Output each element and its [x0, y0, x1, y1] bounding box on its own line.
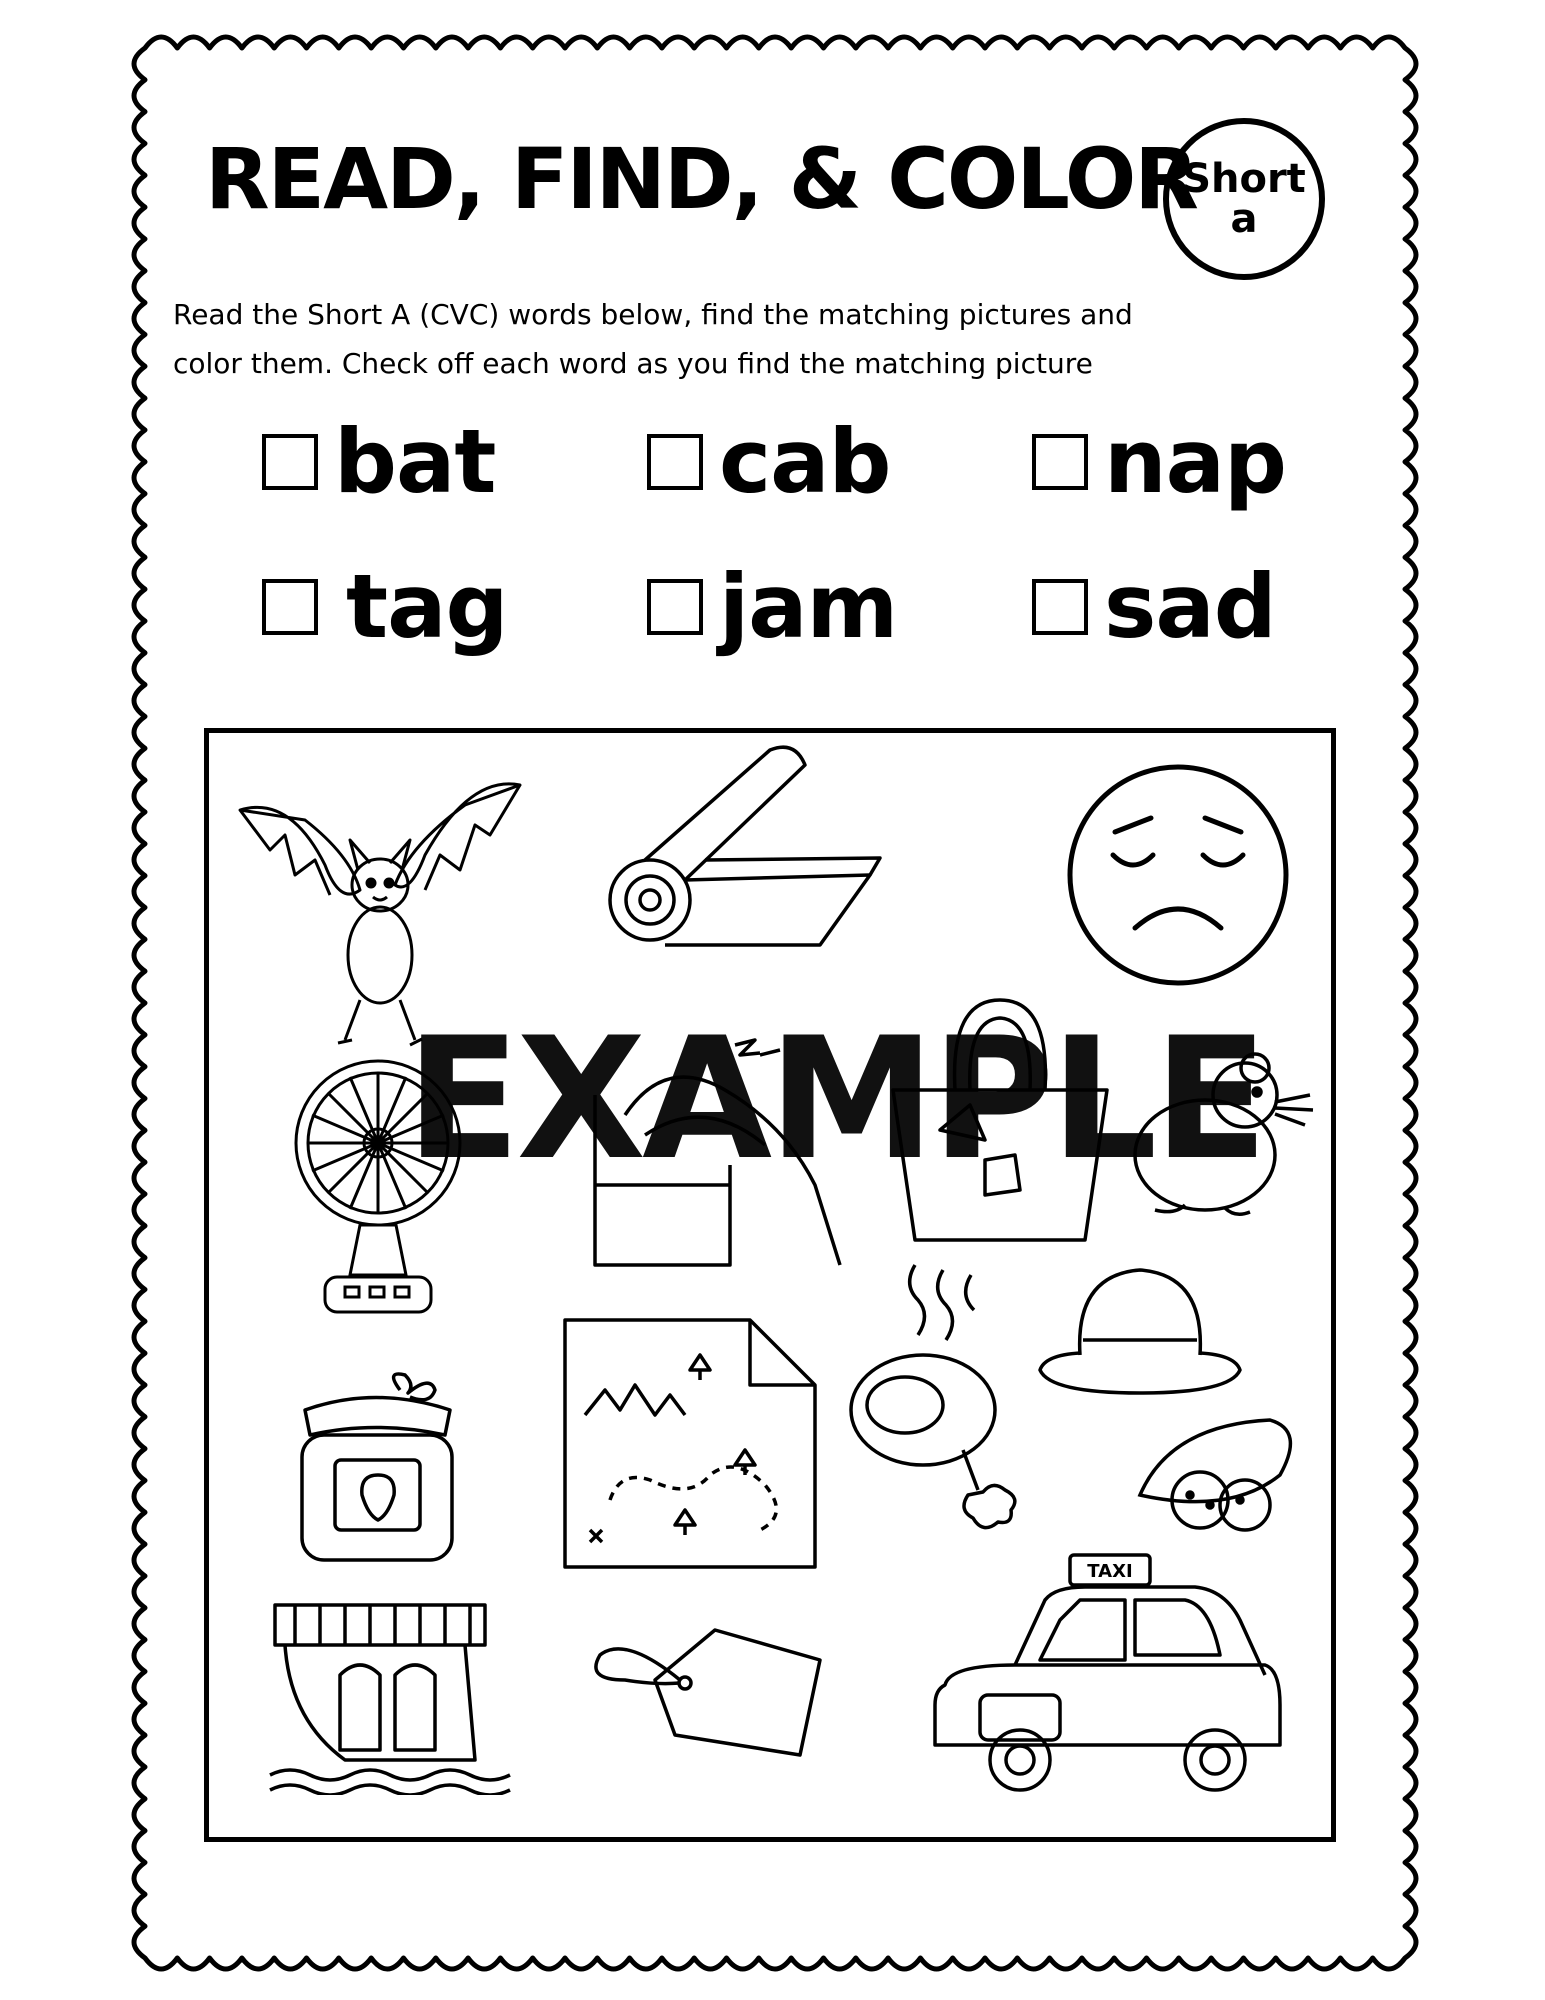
word-item-bat[interactable]	[262, 410, 496, 513]
word-item-sad[interactable]	[1032, 555, 1276, 658]
hat-picture[interactable]	[1035, 1265, 1245, 1400]
word-item-cab[interactable]	[647, 410, 891, 513]
badge-line-2: a	[1230, 196, 1258, 242]
short-a-badge	[1163, 118, 1325, 280]
word-label: sad	[1104, 555, 1276, 658]
badge-line-1: Short	[1182, 156, 1306, 202]
page-title: READ, FIND, & COLOR	[205, 130, 1197, 228]
word-label: nap	[1104, 410, 1287, 513]
cab-picture[interactable]	[925, 1545, 1285, 1795]
checkbox[interactable]	[1032, 579, 1088, 635]
word-label: jam	[719, 555, 898, 658]
checkbox[interactable]	[1032, 434, 1088, 490]
ham-picture[interactable]	[843, 1260, 1033, 1540]
checkbox[interactable]	[262, 579, 318, 635]
word-item-jam[interactable]	[647, 555, 898, 658]
dam-picture[interactable]	[265, 1600, 530, 1795]
mat-picture[interactable]	[605, 740, 890, 950]
jam-picture[interactable]	[290, 1365, 465, 1565]
word-label: cab	[719, 410, 891, 513]
checkbox[interactable]	[262, 434, 318, 490]
tag-picture[interactable]	[585, 1625, 825, 1760]
instructions	[173, 290, 1313, 388]
word-item-nap[interactable]	[1032, 410, 1287, 513]
checkbox[interactable]	[647, 579, 703, 635]
instructions-line-1: Read the Short A (CVC) words below, find the matching pictures and	[173, 298, 1133, 331]
word-item-tag[interactable]	[262, 555, 508, 658]
yam-picture[interactable]	[1130, 1405, 1305, 1535]
checkbox[interactable]	[647, 434, 703, 490]
example-watermark: EXAMPLE	[405, 1001, 1265, 1197]
instructions-line-2: color them. Check off each word as you find the matching picture	[173, 347, 1093, 380]
map-picture[interactable]	[560, 1315, 820, 1573]
taxi-sign-text: TAXI	[1087, 1561, 1133, 1582]
word-label: tag	[346, 555, 508, 658]
word-label: bat	[334, 410, 496, 513]
sad-face-picture[interactable]	[1063, 760, 1293, 990]
